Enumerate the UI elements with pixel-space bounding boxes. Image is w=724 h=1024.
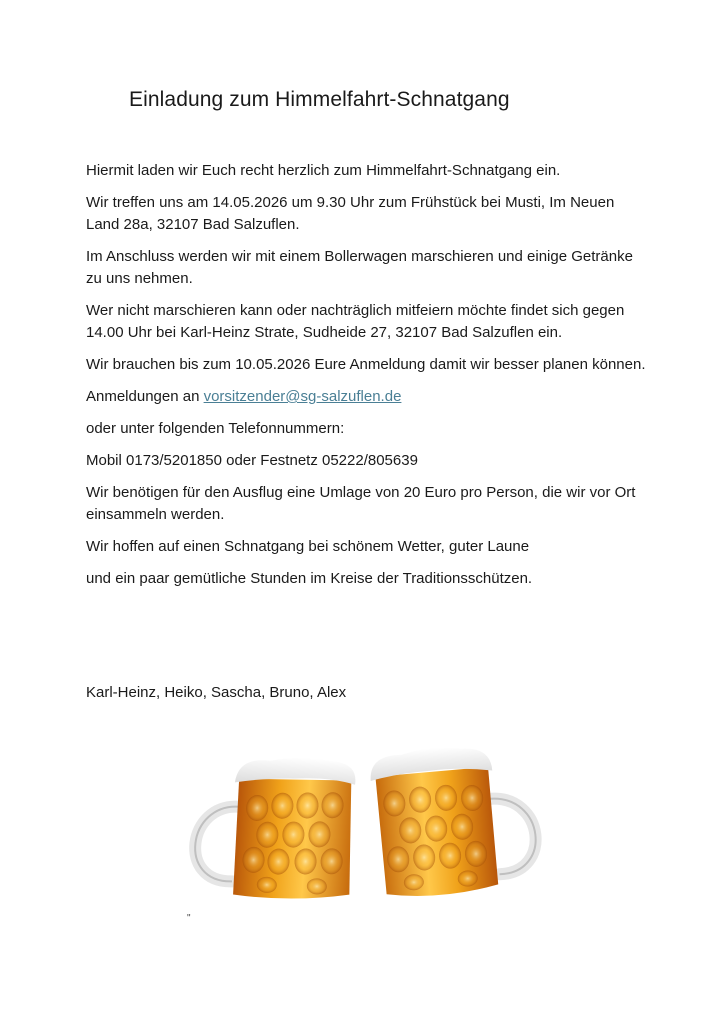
registration-label: Anmeldungen an xyxy=(86,388,204,405)
paragraph-registration-deadline: Wir brauchen bis zum 10.05.2026 Eure Anmeldung damit wir besser planen können. xyxy=(86,356,646,373)
beer-mugs-toast-icon xyxy=(175,740,555,910)
paragraph-meeting: Wir treffen uns am 14.05.2026 um 9.30 Uhr zum Frühstück bei Musti, Im Neuen Land 28a, 32107 Bad Salzuflen. xyxy=(86,194,615,233)
paragraph-phone-intro: oder unter folgenden Telefonnummern: xyxy=(86,420,345,437)
paragraph-hope: Wir hoffen auf einen Schnatgang bei schönem Wetter, guter Laune xyxy=(86,538,530,555)
paragraph-phone-numbers: Mobil 0173/5201850 oder Festnetz 05222/805639 xyxy=(86,452,418,469)
paragraph-closing: und ein paar gemütliche Stunden im Kreise der Traditionsschützen. xyxy=(86,570,533,587)
right-beer-mug xyxy=(369,741,539,899)
left-mug-handle xyxy=(193,804,239,882)
email-link[interactable]: vorsitzender@sg-salzuflen.de xyxy=(203,388,402,405)
paragraph-bollerwagen: Im Anschluss werden wir mit einem Bollerwagen marschieren und einige Getränke zu uns nehmen. xyxy=(86,248,633,287)
paragraph-later-join: Wer nicht marschieren kann oder nachträglich mitfeiern möchte findet sich gegen 14.00 Uhr bei Karl-Heinz Strate, Sudheide 27, 32107 Bad Salzuflen ein. xyxy=(86,302,625,341)
page-title: Einladung zum Himmelfahrt-Schnatgang xyxy=(129,88,510,111)
signature-names: Karl-Heinz, Heiko, Sascha, Bruno, Alex xyxy=(86,684,347,701)
invitation-body xyxy=(86,160,646,600)
paragraph-registration-email xyxy=(86,386,646,408)
right-mug-handle xyxy=(490,796,538,875)
paragraph-intro: Hiermit laden wir Euch recht herzlich zum Himmelfahrt-Schnatgang ein. xyxy=(86,162,561,179)
paragraph-fee: Wir benötigen für den Ausflug eine Umlage von 20 Euro pro Person, die wir vor Ort einsammeln werden. xyxy=(86,484,636,523)
stray-quote-mark: " xyxy=(187,913,191,924)
left-beer-mug xyxy=(192,751,359,904)
